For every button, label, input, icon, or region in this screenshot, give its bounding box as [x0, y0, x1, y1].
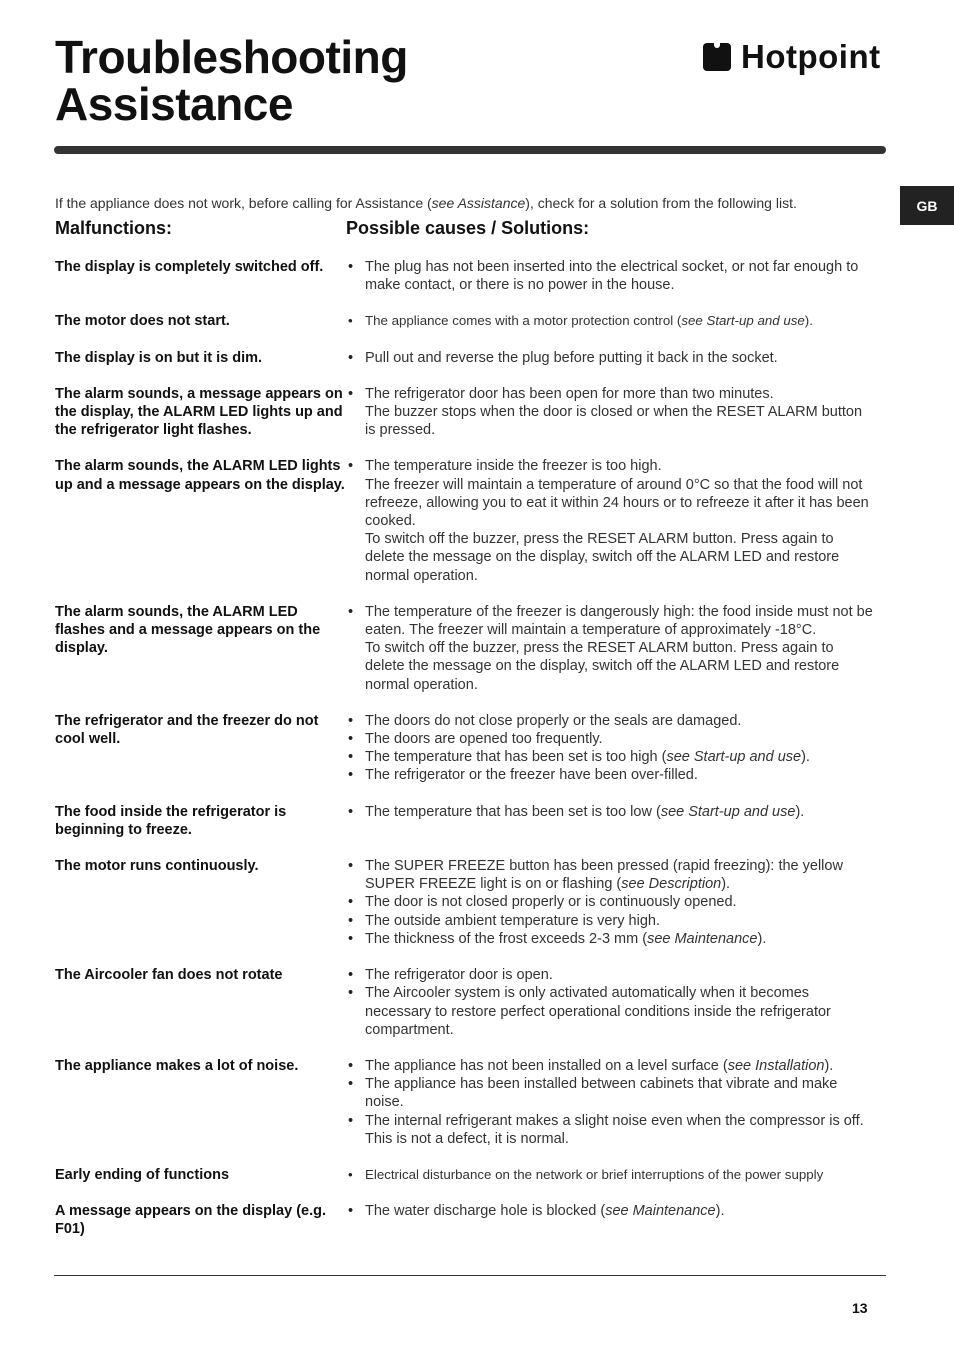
- solution-item: [347, 912, 875, 930]
- solution-item: [347, 730, 875, 748]
- solution-item: [347, 930, 875, 948]
- intro-text: [55, 194, 885, 212]
- table-row: [55, 349, 875, 367]
- malfunction-label: The display is completely switched off.: [55, 259, 324, 275]
- solution-text: The appliance comes with a motor protection control (: [365, 313, 682, 329]
- intro-after: ), check for a solution from the following list.: [525, 195, 797, 211]
- section-reference: see Description: [621, 876, 722, 893]
- solution-item: [347, 385, 875, 440]
- solution-item: [347, 457, 875, 584]
- solution-text: The temperature inside the freezer is too high.: [365, 458, 662, 475]
- solution-list: [347, 712, 875, 785]
- solution-detail: To switch off the buzzer, press the RESET ALARM button. Press again to delete the message on the display, switch off the ALARM LED and restore normal operation.: [365, 531, 840, 584]
- solution-text: The SUPER FREEZE button has been pressed (rapid freezing): the yellow SUPER FREEZE light is on or flashing (: [365, 858, 843, 893]
- solution-item: [347, 312, 875, 330]
- malfunction-label: The alarm sounds, the ALARM LED lights up and a message appears on the display.: [55, 458, 345, 493]
- solution-item: [347, 349, 875, 367]
- solution-list: [347, 1057, 875, 1148]
- hotpoint-logo-icon: [703, 43, 731, 71]
- table-row: [55, 1057, 875, 1148]
- solution-list: [347, 803, 875, 839]
- solution-item: [347, 258, 875, 294]
- solution-item: [347, 857, 875, 893]
- solution-text: Electrical disturbance on the network or brief interruptions of the power supply: [365, 1166, 824, 1182]
- solution-item: [347, 984, 875, 1039]
- solution-text: Pull out and reverse the plug before putting it back in the socket.: [365, 349, 778, 366]
- table-row: [55, 603, 875, 694]
- solution-list: [347, 349, 875, 367]
- solution-item: [347, 893, 875, 911]
- solution-detail: The freezer will maintain a temperature of around 0°C so that the food will not refreeze, allowing you to eat it within 24 hours or to refreeze it after it has been cooked.: [365, 476, 869, 530]
- solution-list: [347, 457, 875, 584]
- malfunction-label: The display is on but it is dim.: [55, 349, 263, 366]
- section-reference: see Start-up and use: [681, 313, 805, 329]
- solution-text: The appliance has not been installed on a level surface (: [365, 1057, 728, 1074]
- solution-item: [347, 966, 875, 984]
- solution-text: The doors do not close properly or the seals are damaged.: [365, 712, 742, 729]
- malfunction-label: The Aircooler fan does not rotate: [55, 967, 283, 984]
- solution-item: [347, 712, 875, 730]
- solution-text-end: ).: [715, 1203, 725, 1220]
- table-row: [55, 966, 875, 1039]
- solution-text: The doors are opened too frequently.: [365, 731, 603, 748]
- solution-text-end: ).: [801, 749, 810, 766]
- solution-text-end: ).: [824, 1057, 834, 1074]
- solution-item: [347, 1112, 875, 1148]
- malfunction-label: The alarm sounds, the ALARM LED flashes and a message appears on the display.: [55, 603, 321, 657]
- solution-text: The Aircooler system is only activated automatically when it becomes necessary to restore perfect operational conditions inside the refrigerator compartment.: [365, 985, 831, 1038]
- table-row: [55, 258, 875, 294]
- malfunction-label: The motor runs continuously.: [55, 858, 259, 875]
- solution-text: The refrigerator door has been open for more than two minutes.: [365, 385, 774, 402]
- section-reference: see Maintenance: [647, 930, 758, 947]
- brand-name: Hotpoint: [741, 38, 881, 75]
- solution-text: The refrigerator or the freezer have been over-filled.: [365, 767, 698, 784]
- table-row: [55, 457, 875, 584]
- malfunction-label: The food inside the refrigerator is beginning to freeze.: [55, 803, 287, 838]
- solution-list: [347, 857, 875, 948]
- table-row: [55, 712, 875, 785]
- solution-text: The refrigerator door is open.: [365, 967, 553, 984]
- solution-item: [347, 766, 875, 784]
- solution-text: The temperature of the freezer is dangerously high: the food inside must not be eaten. The freezer will maintain a temperature of approximately -18°C.: [365, 603, 873, 639]
- table-row: [55, 857, 875, 948]
- solution-list: [347, 966, 875, 1039]
- solution-text-end: ).: [757, 930, 767, 947]
- malfunction-label: The appliance makes a lot of noise.: [55, 1057, 299, 1074]
- solution-list: [347, 385, 875, 440]
- section-reference: see Installation: [727, 1057, 825, 1074]
- solution-item: [347, 1202, 875, 1220]
- section-reference: see Maintenance: [605, 1203, 716, 1220]
- solution-item: [347, 803, 875, 821]
- malfunction-label: The motor does not start.: [55, 313, 230, 330]
- title-line-2: Assistance: [55, 78, 293, 130]
- page-number: 13: [852, 1300, 868, 1316]
- solution-text-end: ).: [795, 803, 805, 820]
- solutions-heading: Possible causes / Solutions:: [346, 218, 590, 238]
- solution-item: [347, 1166, 875, 1184]
- language-tab: GB: [900, 186, 954, 225]
- solution-text: The outside ambient temperature is very high.: [365, 912, 660, 929]
- solution-text: The temperature that has been set is too high (: [365, 749, 667, 766]
- footer-divider: [54, 1275, 886, 1276]
- solution-item: [347, 603, 875, 694]
- section-reference: see Start-up and use: [660, 803, 796, 820]
- solution-text: The internal refrigerant makes a slight noise even when the compressor is off. This is not a defect, it is normal.: [365, 1112, 864, 1147]
- solution-text-end: ).: [721, 876, 731, 893]
- solution-list: [347, 603, 875, 694]
- solution-list: [347, 258, 875, 294]
- intro-before: If the appliance does not work, before calling for Assistance (: [55, 195, 432, 211]
- solution-text: The plug has not been inserted into the electrical socket, or not far enough to make contact, or there is no power in the house.: [365, 259, 859, 294]
- table-row: [55, 1202, 875, 1238]
- solution-list: [347, 312, 875, 330]
- solution-detail: To switch off the buzzer, press the RESET ALARM button. Press again to delete the message on the display, switch off the ALARM LED and restore normal operation.: [365, 640, 840, 693]
- solution-item: [347, 1075, 875, 1111]
- malfunctions-heading: Malfunctions:: [55, 218, 172, 238]
- section-reference: see Start-up and use: [666, 749, 802, 766]
- solution-item: [347, 1057, 875, 1075]
- table-row: [55, 803, 875, 839]
- solution-item: [347, 748, 875, 766]
- table-row: [55, 1166, 875, 1184]
- malfunction-label: The alarm sounds, a message appears on the display, the ALARM LED lights up and the refrigerator light flashes.: [55, 385, 343, 439]
- solution-text: The appliance has been installed between cabinets that vibrate and make noise.: [365, 1076, 838, 1111]
- solution-text: The water discharge hole is blocked (: [365, 1203, 606, 1220]
- malfunction-label: The refrigerator and the freezer do not cool well.: [55, 712, 319, 748]
- solution-list: [347, 1202, 875, 1238]
- troubleshooting-table: [55, 258, 875, 1239]
- title-line-1: Troubleshooting: [55, 31, 408, 83]
- hotpoint-logo: [703, 40, 881, 74]
- table-row: [55, 385, 875, 440]
- intro-ref: see Assistance: [431, 195, 526, 211]
- page-title: [55, 31, 408, 130]
- solution-text: The thickness of the frost exceeds 2-3 mm (: [365, 930, 648, 947]
- solution-text: The door is not closed properly or is continuously opened.: [365, 894, 737, 911]
- table-row: [55, 312, 875, 330]
- malfunction-label: Early ending of functions: [55, 1166, 230, 1183]
- solution-text-end: ).: [804, 313, 813, 329]
- malfunction-label: A message appears on the display (e.g. F01): [55, 1203, 327, 1238]
- header-divider: [54, 146, 886, 154]
- solution-text: The temperature that has been set is too low (: [365, 803, 661, 820]
- solution-detail: The buzzer stops when the door is closed or when the RESET ALARM button is pressed.: [365, 404, 863, 439]
- solution-list: [347, 1166, 875, 1184]
